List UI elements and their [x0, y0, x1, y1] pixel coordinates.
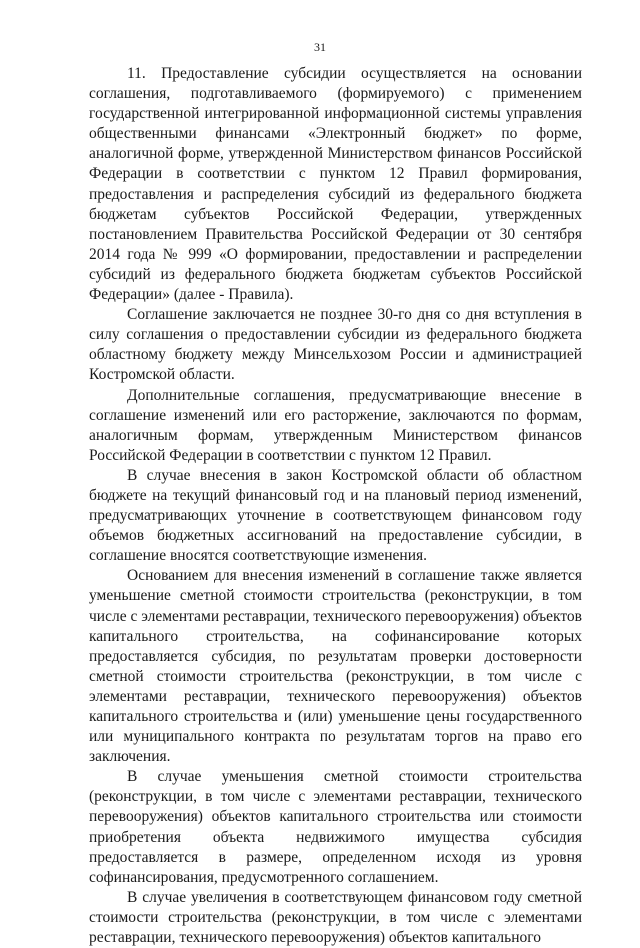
paragraph-additional-agreements: Дополнительные соглашения, предусматривающие внесение в соглашение изменений или его расторжение, заключаются по формам, аналогичным формам, утвержденным Министерством финансов Российской Федерации в соответствии с пунктом 12 Правил.	[89, 386, 582, 464]
paragraph-cost-increase-case: В случае увеличения в соответствующем финансовом году сметной стоимости строительства (реконструкции, в том числе с элементами реставрации, технического перевооружения) объектов капитального	[89, 888, 582, 947]
paragraph-subsidy-agreement: 11. Предоставление субсидии осуществляется на основании соглашения, подготавливаемого (формируемого) с применением государственной интегрированной информационной системы управления общественными финансами «Электронный бюджет» по форме, аналогичной форме, утвержденной Министерством финансов Российской Федерации в соответствии с пунктом 12 Правил формирования, предоставления и распределения субсидий из федерального бюджета бюджетам субъектов Российской Федерации, утвержденных постановлением Правительства Российской Федерации от 30 сентября 2014 года № 999 «О формировании, предоставлении и распределении субсидий из федерального бюджета бюджетам субъектов Российской Федерации» (далее - Правила).	[89, 65, 582, 304]
document-body	[89, 64, 582, 948]
paragraph-budget-law-changes: В случае внесения в закон Костромской области об областном бюджете на текущий финансовый год и на плановый период изменений, предусматривающих уточнение в соответствующем финансовом году объемов бюджетных ассигнований на предоставление субсидии, в соглашение вносятся соответствующие изменения.	[89, 466, 582, 565]
paragraph-cost-reduction-basis: Основанием для внесения изменений в соглашение также является уменьшение сметной стоимости строительства (реконструкции, в том числе с элементами реставрации, технического перевооружения) объектов капитального строительства, на софинансирование которых предоставляется субсидия, по результатам проверки достоверности сметной стоимости строительства (реконструкции, в том числе с элементами реставрации, технического перевооружения) объектов капитального строительства и (или) уменьшение цены государственного или муниципального контракта по результатам торгов на право его заключения.	[89, 567, 583, 766]
paragraph-agreement-deadline: Соглашение заключается не позднее 30-го дня со дня вступления в силу соглашения о предоставлении субсидии из федерального бюджета областному бюджету между Минсельхозом России и администрацией Костромской области.	[89, 306, 582, 384]
page-number: 31	[314, 40, 326, 54]
paragraph-cost-reduction-case: В случае уменьшения сметной стоимости строительства (реконструкции, в том числе с элементами реставрации, технического перевооружения) объектов капитального строительства или стоимости приобретения объекта недвижимого имущества субсидия предоставляется в размере, определенном исходя из уровня софинансирования, предусмотренного соглашением.	[89, 768, 582, 886]
